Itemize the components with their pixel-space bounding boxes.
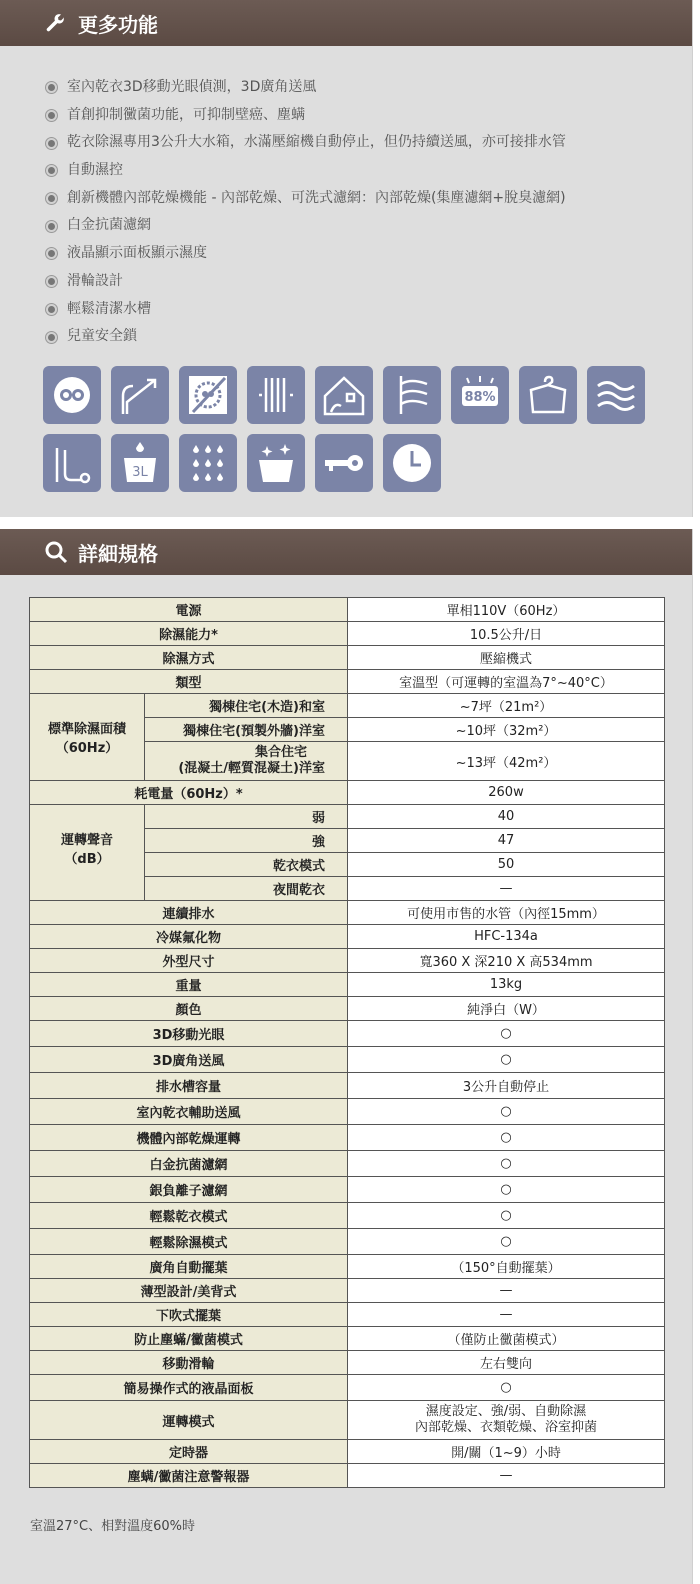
- spec-key: 定時器: [30, 1440, 348, 1464]
- spec-value: 純淨白（W）: [348, 997, 665, 1021]
- feature-icons-row-2: [43, 434, 441, 492]
- spec-key: 外型尺寸: [30, 949, 348, 973]
- spec-value: 40: [348, 805, 665, 829]
- table-row: [30, 622, 665, 646]
- spec-value: [348, 1401, 665, 1440]
- noise-group-label: [30, 805, 145, 901]
- spec-value: ○: [348, 1021, 665, 1047]
- spec-key: 運轉模式: [30, 1401, 348, 1440]
- spec-key: 耗電量（60Hz）*: [30, 781, 348, 805]
- bullet-icon: [46, 304, 57, 315]
- feature-item: [46, 157, 692, 185]
- area-label-line2: （60Hz）: [55, 741, 119, 756]
- spec-table: [29, 597, 665, 1488]
- table-row: [30, 949, 665, 973]
- spec-value: ○: [348, 1047, 665, 1073]
- spec-key: 銀負離子濾網: [30, 1177, 348, 1203]
- clothes-dry-icon: [247, 366, 305, 424]
- feature-text: 兒童安全鎖: [67, 328, 137, 345]
- spec-key: 移動滑輪: [30, 1351, 348, 1375]
- water-drops-icon: [179, 434, 237, 492]
- spec-header: [0, 529, 692, 575]
- spec-key: 獨棟住宅(預製外牆)洋室: [145, 718, 348, 742]
- spec-key: 室內乾衣輔助送風: [30, 1099, 348, 1125]
- spec-value: ○: [348, 1375, 665, 1401]
- wave-icon: [587, 366, 645, 424]
- spec-key: 弱: [145, 805, 348, 829]
- spec-value: 50: [348, 853, 665, 877]
- more-features-panel: [0, 0, 693, 517]
- table-row: [30, 1255, 665, 1279]
- spec-key: 防止塵蟎/黴菌模式: [30, 1327, 348, 1351]
- spec-value: ○: [348, 1099, 665, 1125]
- air-flow-icon: [383, 366, 441, 424]
- anti-mold-icon: [179, 366, 237, 424]
- more-features-header: [0, 0, 692, 46]
- table-row: [30, 1177, 665, 1203]
- spec-value: ○: [348, 1229, 665, 1255]
- table-row: [30, 805, 665, 829]
- table-row: [30, 1073, 665, 1099]
- spec-key: 白金抗菌濾網: [30, 1151, 348, 1177]
- table-row: [30, 1464, 665, 1488]
- noise-label-line2: （dB）: [64, 852, 110, 867]
- mode-line2: 內部乾燥、衣類乾燥、浴室抑菌: [414, 1420, 597, 1435]
- bullet-icon: [46, 221, 57, 232]
- wrench-icon: [44, 11, 68, 35]
- humidity-value: 88%: [464, 390, 496, 405]
- feature-item: [46, 268, 692, 296]
- spec-value: 寬360 X 深210 X 高534mm: [348, 949, 665, 973]
- feature-item: [46, 74, 692, 102]
- timer-icon: [383, 434, 441, 492]
- spec-value: ○: [348, 1125, 665, 1151]
- feature-text: 輕鬆清潔水槽: [67, 300, 151, 317]
- spec-value: ○: [348, 1203, 665, 1229]
- spec-value: ~13坪（42m²）: [348, 742, 665, 781]
- spec-key: 除濕方式: [30, 646, 348, 670]
- feature-text: 創新機體內部乾燥機能 - 內部乾燥、可洗式濾網：內部乾燥(集塵濾網+脫臭濾網): [67, 189, 566, 206]
- table-row: [30, 1440, 665, 1464]
- bullet-icon: [46, 332, 57, 343]
- table-row: [30, 925, 665, 949]
- area-label-line1: 標準除濕面積: [47, 722, 126, 737]
- spec-key: 下吹式擺葉: [30, 1303, 348, 1327]
- house-icon: [315, 366, 373, 424]
- table-row: [30, 1303, 665, 1327]
- spec-key: [145, 742, 348, 781]
- spec-value: 室溫型（可運轉的室溫為7°~40°C）: [348, 670, 665, 694]
- bullet-icon: [46, 110, 57, 121]
- table-row: [30, 1351, 665, 1375]
- feature-item: [46, 240, 692, 268]
- spec-key: 廣角自動擺葉: [30, 1255, 348, 1279]
- spec-value: ~7坪（21m²）: [348, 694, 665, 718]
- feature-item: [46, 102, 692, 130]
- feature-item: [46, 212, 692, 240]
- spec-value: 3公升自動停止: [348, 1073, 665, 1099]
- feature-list: [0, 74, 692, 351]
- spec-value: 單相110V（60Hz）: [348, 598, 665, 622]
- spec-value: 47: [348, 829, 665, 853]
- spec-value: —: [348, 1279, 665, 1303]
- spec-key: 塵螨/黴菌注意警報器: [30, 1464, 348, 1488]
- table-row: [30, 1021, 665, 1047]
- spec-key: 重量: [30, 973, 348, 997]
- spec-value: —: [348, 877, 665, 901]
- key-lock-icon: [315, 434, 373, 492]
- table-row: [30, 997, 665, 1021]
- feature-text: 室內乾衣3D移動光眼偵測，3D廣角送風: [67, 79, 317, 95]
- drain-pipe-icon: [43, 434, 101, 492]
- eye-sensor-icon: [43, 366, 101, 424]
- spec-key: 3D移動光眼: [30, 1021, 348, 1047]
- spec-value: HFC-134a: [348, 925, 665, 949]
- feature-text: 液晶顯示面板顯示濕度: [67, 245, 207, 262]
- spec-value: 壓縮機式: [348, 646, 665, 670]
- area-group-label: [30, 694, 145, 781]
- feature-text: 滑輪設計: [67, 272, 123, 289]
- table-row: [30, 1151, 665, 1177]
- table-row: [30, 670, 665, 694]
- table-row: [30, 1401, 665, 1440]
- spec-key: 電源: [30, 598, 348, 622]
- bullet-icon: [46, 82, 57, 93]
- table-row: [30, 1099, 665, 1125]
- spec-key: 簡易操作式的液晶面板: [30, 1375, 348, 1401]
- tank-3l-icon: [111, 434, 169, 492]
- bullet-icon: [46, 193, 57, 204]
- spec-value: ○: [348, 1177, 665, 1203]
- spec-key-line1: 集合住宅: [254, 745, 307, 760]
- table-row: [30, 1375, 665, 1401]
- table-row: [30, 1327, 665, 1351]
- bullet-icon: [46, 165, 57, 176]
- spec-value: ~10坪（32m²）: [348, 718, 665, 742]
- table-row: [30, 694, 665, 718]
- feature-item: [46, 323, 692, 351]
- feature-item: [46, 185, 692, 213]
- table-row: [30, 1229, 665, 1255]
- spec-key: 機體內部乾燥運轉: [30, 1125, 348, 1151]
- spec-key: 獨棟住宅(木造)和室: [145, 694, 348, 718]
- spec-value: —: [348, 1303, 665, 1327]
- mode-line1: 濕度設定、強/弱、自動除濕: [425, 1404, 587, 1419]
- spec-value: 260w: [348, 781, 665, 805]
- spec-value: 開/關（1~9）小時: [348, 1440, 665, 1464]
- bullet-icon: [46, 276, 57, 287]
- spec-key: 薄型設計/美背式: [30, 1279, 348, 1303]
- humidity-88-icon: [451, 366, 509, 424]
- spec-key: 除濕能力*: [30, 622, 348, 646]
- spec-key: 輕鬆除濕模式: [30, 1229, 348, 1255]
- spec-key: 3D廣角送風: [30, 1047, 348, 1073]
- spec-value: 13kg: [348, 973, 665, 997]
- spec-key: 冷媒氟化物: [30, 925, 348, 949]
- table-row: [30, 1279, 665, 1303]
- search-icon: [44, 540, 68, 564]
- spec-value: 左右雙向: [348, 1351, 665, 1375]
- spec-value: （150°自動擺葉）: [348, 1255, 665, 1279]
- table-row: [30, 973, 665, 997]
- tank-label: 3L: [132, 465, 148, 480]
- spec-key: 強: [145, 829, 348, 853]
- spec-key: 連續排水: [30, 901, 348, 925]
- footnote: 室溫27°C、相對溫度60%時: [30, 1519, 196, 1534]
- spec-key: 夜間乾衣: [145, 877, 348, 901]
- hanger-icon: [519, 366, 577, 424]
- spec-key: 排水槽容量: [30, 1073, 348, 1099]
- bullet-icon: [46, 138, 57, 149]
- feature-icons-row-1: [43, 366, 645, 424]
- spec-value: —: [348, 1464, 665, 1488]
- feature-item: [46, 129, 692, 157]
- spec-key-line2: (混凝土/輕質混凝土)洋室: [178, 761, 325, 776]
- more-features-title: 更多功能: [78, 12, 158, 37]
- spec-key: 乾衣模式: [145, 853, 348, 877]
- table-row: [30, 1203, 665, 1229]
- spec-value: （僅防止黴菌模式）: [348, 1327, 665, 1351]
- bullet-icon: [46, 248, 57, 259]
- spec-value: ○: [348, 1151, 665, 1177]
- spec-key: 顏色: [30, 997, 348, 1021]
- spec-value: 可使用市售的水管（內徑15mm）: [348, 901, 665, 925]
- spec-value: 10.5公升/日: [348, 622, 665, 646]
- feature-text: 白金抗菌濾網: [67, 217, 151, 234]
- table-row: [30, 1047, 665, 1073]
- feature-text: 首創抑制黴菌功能，可抑制壁癌、塵螨: [67, 106, 305, 123]
- table-row: [30, 598, 665, 622]
- spec-key: 輕鬆乾衣模式: [30, 1203, 348, 1229]
- spec-title: 詳細規格: [78, 541, 158, 566]
- feature-item: [46, 296, 692, 324]
- spec-key: 類型: [30, 670, 348, 694]
- table-row: [30, 1125, 665, 1151]
- clean-tank-icon: [247, 434, 305, 492]
- feature-text: 乾衣除濕專用3公升大水箱，水滿壓縮機自動停止，但仍持續送風，亦可接排水管: [67, 134, 566, 151]
- table-row: [30, 901, 665, 925]
- feature-text: 自動濕控: [67, 162, 123, 179]
- table-row: [30, 646, 665, 670]
- noise-label-line1: 運轉聲音: [60, 833, 113, 848]
- wide-angle-icon: [111, 366, 169, 424]
- table-row: [30, 781, 665, 805]
